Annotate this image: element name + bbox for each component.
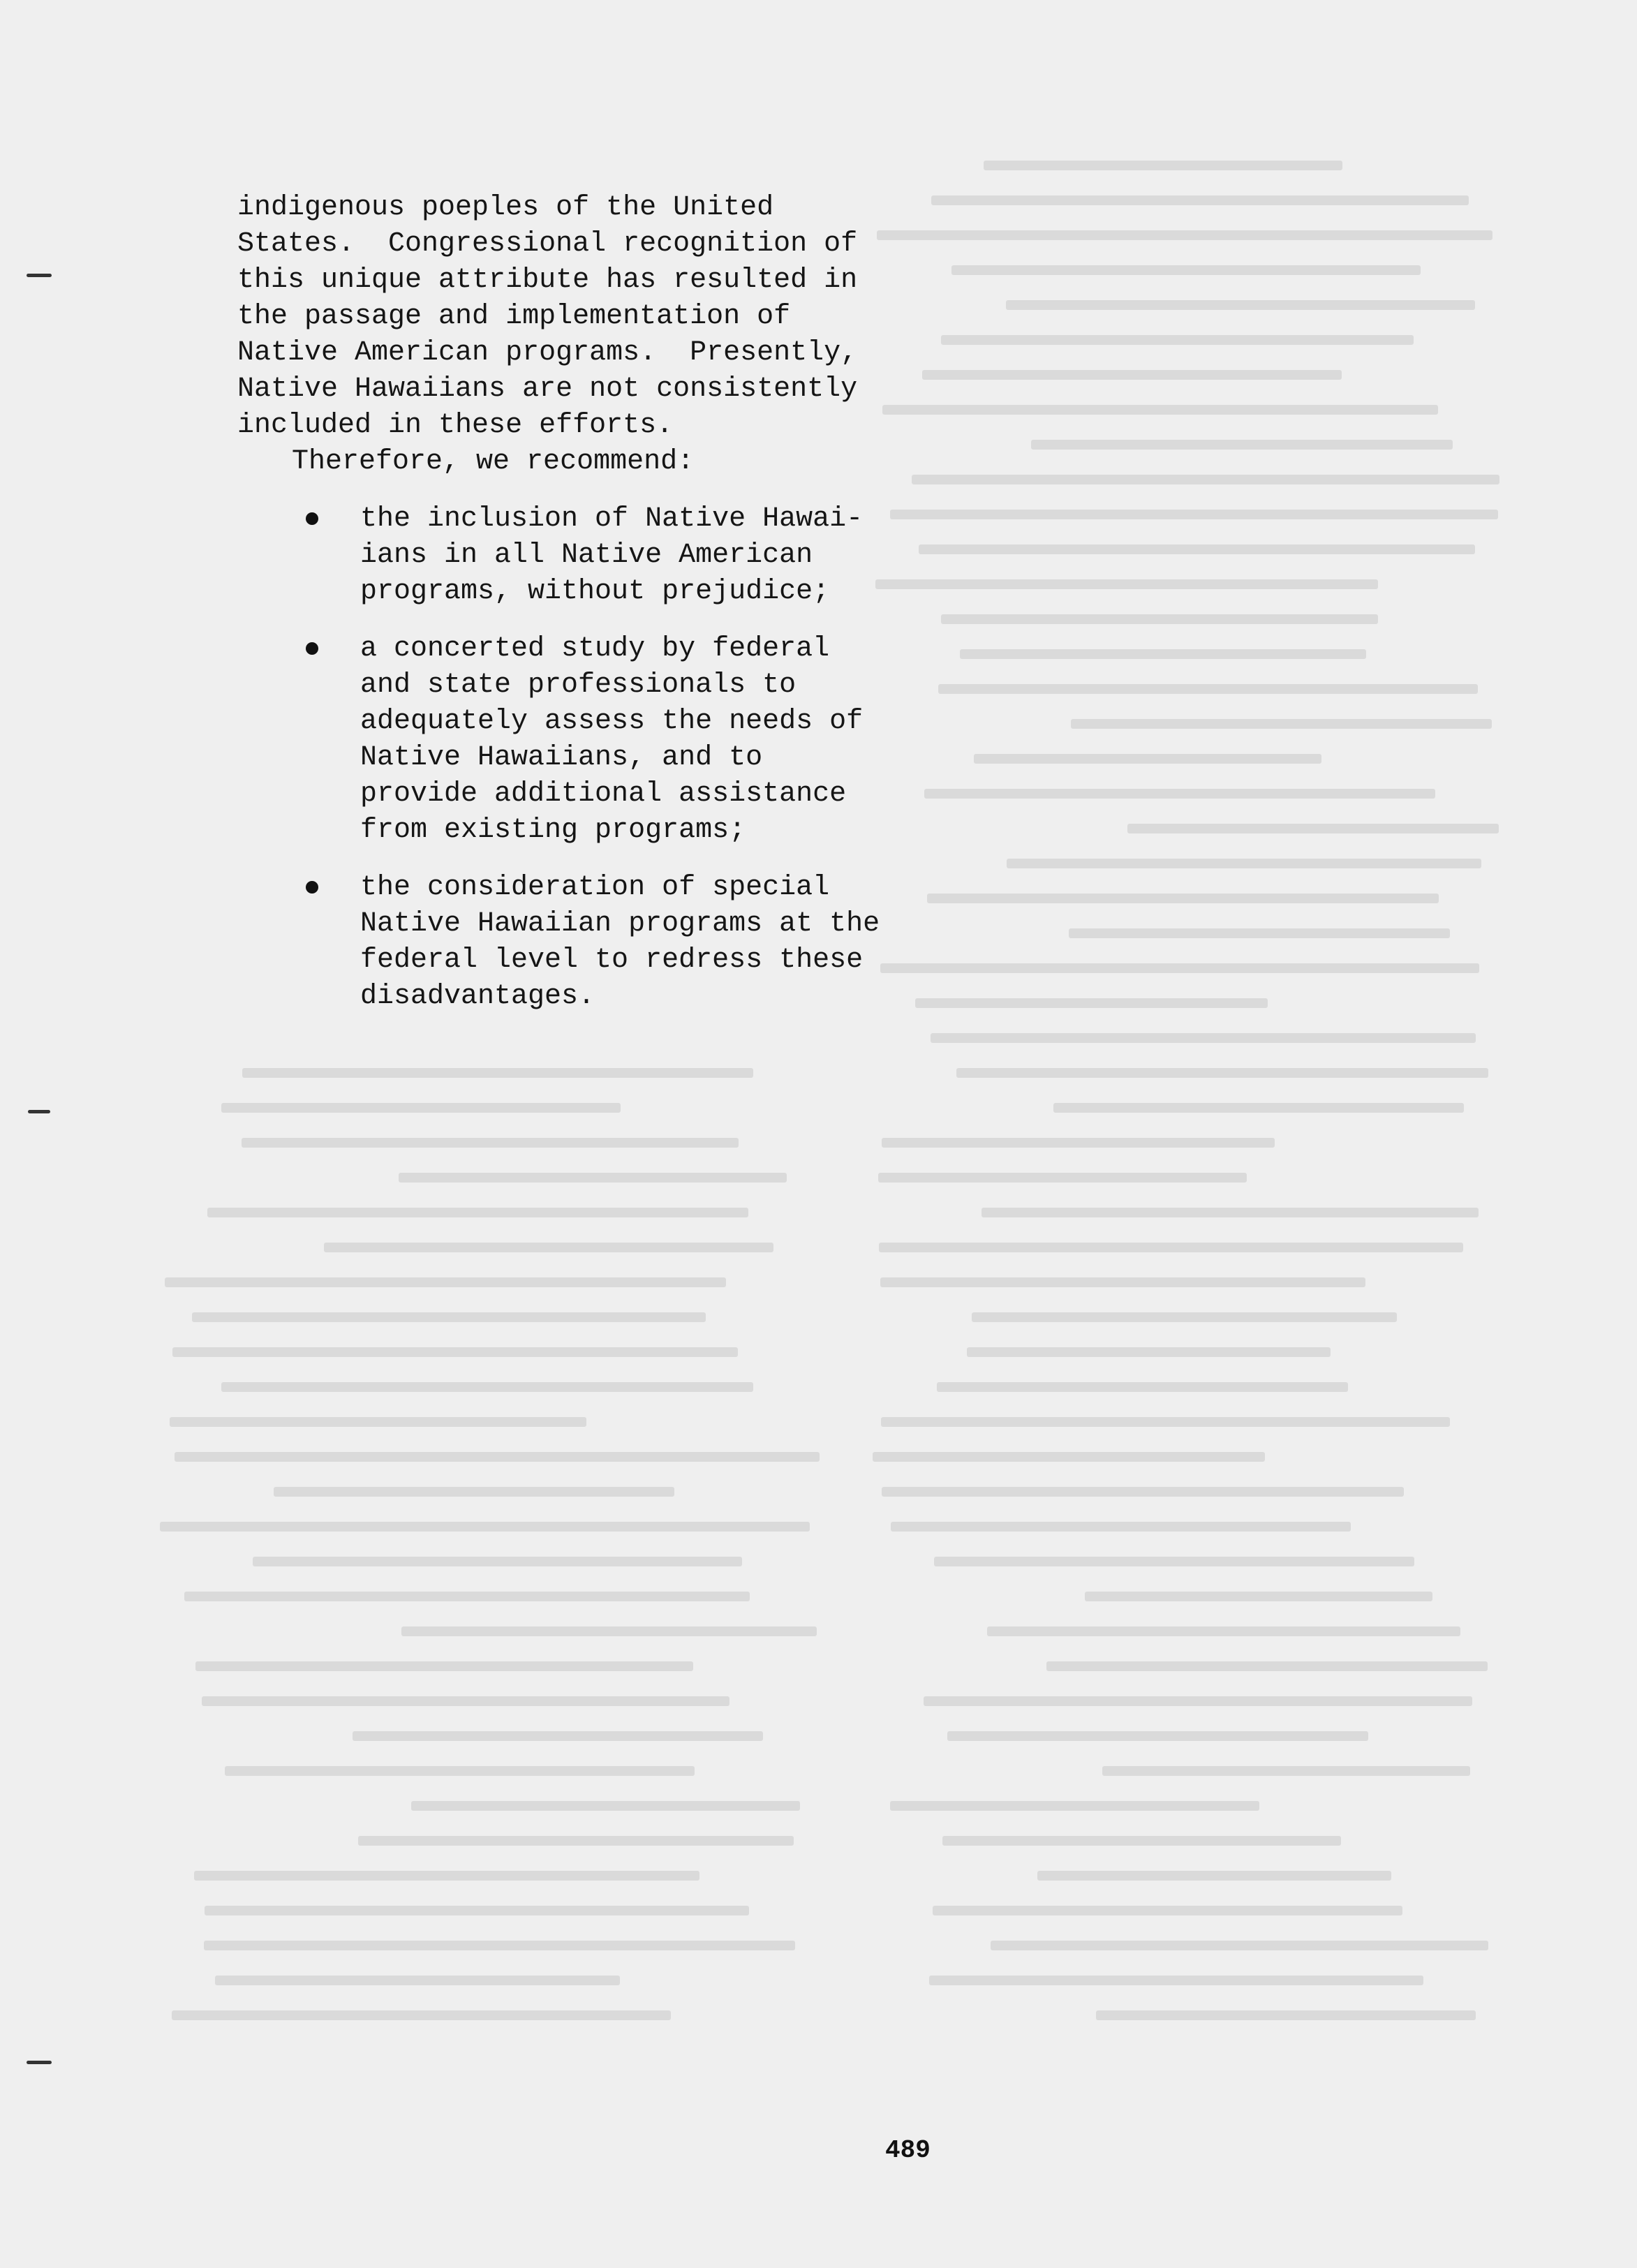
recommendation-line: the inclusion of Native Hawai- [360, 503, 864, 535]
bleed-line [982, 1208, 1479, 1217]
binding-mark-top [27, 274, 52, 277]
bleed-line [202, 1696, 729, 1706]
bleed-line [1046, 1661, 1488, 1671]
recommendation-line: the consideration of special [360, 872, 830, 903]
bullet-icon [306, 642, 318, 655]
intro-line: Native American programs. Presently, [237, 337, 858, 369]
recommend-heading: Therefore, we recommend: [292, 446, 695, 477]
bleed-line [1102, 1766, 1469, 1776]
bleed-line [172, 2010, 671, 2020]
body-text [237, 190, 935, 1015]
bleed-line [1037, 1871, 1391, 1881]
bleed-line [165, 1277, 726, 1287]
bleed-line [242, 1068, 753, 1078]
bleed-line [991, 1941, 1489, 1950]
bleed-line [938, 684, 1478, 694]
recommendation-line: Native Hawaiians, and to [360, 742, 763, 773]
bleed-line [324, 1243, 773, 1252]
bleed-line [951, 265, 1421, 275]
bleed-line [947, 1731, 1369, 1741]
bleed-line [912, 475, 1500, 484]
bleed-line [160, 1522, 810, 1532]
recommendation-line: adequately assess the needs of [360, 706, 864, 737]
recommendation-item [237, 501, 935, 610]
bleed-line [207, 1208, 748, 1217]
bleed-line [931, 195, 1469, 205]
bleed-line [1053, 1103, 1464, 1113]
bleed-line [984, 161, 1342, 170]
bleed-line [195, 1661, 693, 1671]
bleed-line [1071, 719, 1492, 729]
bleed-line [878, 1173, 1247, 1183]
bleed-line [987, 1626, 1460, 1636]
recommendation-line: Native Hawaiian programs at the [360, 908, 880, 940]
bleed-line [172, 1347, 738, 1357]
bleed-line [967, 1347, 1331, 1357]
bleed-line [891, 1522, 1350, 1532]
bleed-line [890, 510, 1497, 519]
recommendation-line: disadvantages. [360, 981, 595, 1012]
bleed-line [882, 1138, 1275, 1148]
bleed-line [922, 370, 1342, 380]
bleed-line [924, 789, 1435, 799]
bleed-line [221, 1103, 621, 1113]
bleed-line [882, 1487, 1404, 1497]
bleed-line [399, 1173, 787, 1183]
intro-paragraph [237, 190, 935, 444]
bleed-line [411, 1801, 800, 1811]
bleed-line [880, 1277, 1365, 1287]
bleed-line [879, 1243, 1463, 1252]
intro-line: indigenous poeples of the United [237, 192, 774, 223]
recommendation-line: federal level to redress these [360, 944, 864, 976]
recommendation-item [237, 870, 935, 1015]
intro-line: States. Congressional recognition of [237, 228, 858, 260]
recommendation-item [237, 631, 935, 849]
bleed-line [170, 1417, 587, 1427]
bleed-line [194, 1871, 699, 1881]
bleed-line [927, 894, 1439, 903]
bleed-line [1007, 859, 1481, 868]
bleed-line [225, 1766, 695, 1776]
bleed-line [353, 1731, 763, 1741]
bleed-line [242, 1138, 739, 1148]
bleed-line [934, 1557, 1415, 1566]
binding-mark-middle [28, 1110, 50, 1113]
bleed-line [924, 1696, 1472, 1706]
bleed-line [933, 1906, 1402, 1915]
page-number: 489 [885, 2136, 931, 2165]
bleed-line [274, 1487, 674, 1497]
bleed-line [937, 1382, 1347, 1392]
bleed-line [941, 335, 1414, 345]
recommendation-line: ians in all Native American [360, 540, 813, 571]
recommendation-line: and state professionals to [360, 669, 797, 701]
bleed-line [1031, 440, 1453, 450]
bullet-icon [306, 512, 318, 525]
bleed-line [875, 579, 1378, 589]
bleed-line [401, 1626, 817, 1636]
bleed-line [1127, 824, 1498, 833]
bleed-line [881, 1417, 1450, 1427]
bleed-line [974, 754, 1321, 764]
bleed-line [192, 1312, 706, 1322]
recommendation-line: a concerted study by federal [360, 633, 830, 665]
bleed-line [204, 1941, 795, 1950]
bleed-line [221, 1382, 753, 1392]
intro-line: the passage and implementation of [237, 301, 791, 332]
intro-line: Native Hawaiians are not consistently [237, 373, 858, 405]
intro-line: included in these efforts. [237, 410, 674, 441]
bleed-line [877, 230, 1492, 240]
bleed-line [941, 614, 1378, 624]
bleed-line [253, 1557, 743, 1566]
bleed-line [960, 649, 1366, 659]
bleed-line [1069, 928, 1450, 938]
bleed-line [890, 1801, 1259, 1811]
bleed-line [880, 963, 1479, 973]
bleed-line [184, 1592, 750, 1601]
bullet-icon [306, 881, 318, 894]
bleed-line [205, 1906, 749, 1915]
bleed-line [175, 1452, 820, 1462]
bleed-line [215, 1976, 621, 1985]
intro-line: this unique attribute has resulted in [237, 265, 858, 296]
bleed-line [873, 1452, 1265, 1462]
recommendation-line: from existing programs; [360, 815, 746, 846]
bleed-line [882, 405, 1438, 415]
bleed-line [919, 544, 1476, 554]
bleed-line [972, 1312, 1396, 1322]
binding-mark-bottom [27, 2061, 52, 2064]
bleed-line [1006, 300, 1476, 310]
bleed-line [929, 1976, 1424, 1985]
bleed-line [956, 1068, 1488, 1078]
bleed-line [931, 1033, 1476, 1043]
bleed-line [915, 998, 1268, 1008]
recommendation-line: programs, without prejudice; [360, 576, 830, 607]
bleed-line [942, 1836, 1340, 1846]
recommendation-line: provide additional assistance [360, 778, 847, 810]
bleed-line [1085, 1592, 1432, 1601]
bleed-line [358, 1836, 794, 1846]
bleed-line [1096, 2010, 1476, 2020]
